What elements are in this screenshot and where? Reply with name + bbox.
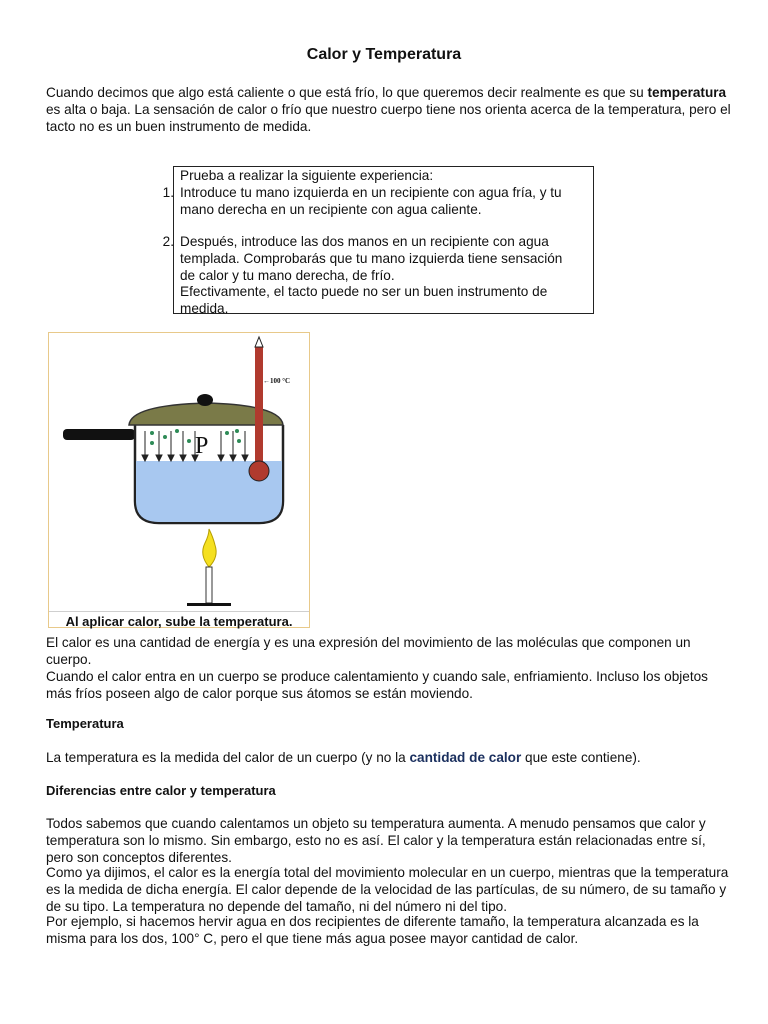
item-number: 2.	[162, 234, 174, 249]
diferencias-paragraph-1: Todos sabemos que cuando calentamos un objeto su temperatura aumenta. A menudo pensamos que calor y temperatura son lo mismo. Sin embargo, esto no es así. El calor y la temperatura están relacionadas entre sí, pero son conceptos diferentes.	[46, 816, 706, 865]
diferencias-paragraph-2: Como ya dijimos, el calor es la energía total del movimiento molecular en un cuerpo, mientras que la temperatura es la medida de dicha energía. El calor depende de la velocidad de las partículas, de su número, de su tamaño y de su tipo. La temperatura no depende del tamaño, ni del número ni del tipo.	[46, 865, 729, 914]
thermometer-tube	[255, 347, 263, 471]
burner-base	[187, 603, 231, 606]
experiment-conclusion: Efectivamente, el tacto puede no ser un buen instrumento de medida.	[180, 284, 548, 316]
item-number: 1.	[162, 185, 174, 200]
temperatura-text-1: La temperatura es la medida del calor de un cuerpo (y no la	[46, 750, 410, 765]
pot-illustration	[49, 333, 309, 611]
temperatura-paragraph	[46, 749, 736, 766]
calor-paragraph-1: El calor es una cantidad de energía y es una expresión del movimiento de las moléculas que componen un cuerpo.	[46, 635, 691, 667]
page-title: Calor y Temperatura	[306, 46, 462, 63]
thermometer-bulb	[249, 461, 269, 481]
lid-knob	[197, 394, 213, 406]
cantidad-de-calor-link[interactable]: cantidad de calor	[409, 750, 522, 765]
experiment-item-2	[162, 233, 575, 284]
pressure-label: P	[195, 433, 209, 459]
figure-caption: Al aplicar calor, sube la temperatura.	[49, 611, 309, 629]
thermometer-label: ←100 °C	[263, 377, 291, 385]
temperatura-heading: Temperatura	[46, 716, 124, 731]
calor-paragraph-2: Cuando el calor entra en un cuerpo se produce calentamiento y cuando sale, enfriamiento. Incluso los objetos más fríos poseen algo de calor porque sus átomos se están moviendo.	[46, 669, 708, 701]
thermometer-tip	[255, 337, 263, 347]
temperatura-text-2: que este contiene).	[521, 750, 641, 765]
experiment-item-1	[162, 184, 575, 218]
diferencias-paragraph-3: Por ejemplo, si hacemos hervir agua en dos recipientes de diferente tamaño, la temperatura alcanzada es la misma para los dos, 100° C, pero el que tiene más agua posee mayor cantidad de calor.	[46, 914, 699, 946]
intro-text-1: Cuando decimos que algo está caliente o que está frío, lo que queremos decir realmente es que su	[46, 85, 648, 100]
experiment-heading: Prueba a realizar la siguiente experiencia:	[180, 168, 434, 183]
intro-text-2: es alta o baja. La sensación de calor o frío que nuestro cuerpo tiene nos orienta acerca de la temperatura, pero el tacto no es un buen instrumento de medida.	[46, 102, 731, 134]
experiment-box	[162, 166, 594, 316]
intro-paragraph	[46, 84, 736, 135]
intro-bold-term: temperatura	[647, 85, 727, 100]
pot-handle	[63, 429, 135, 440]
flame-icon	[203, 529, 216, 567]
diferencias-heading: Diferencias entre calor y temperatura	[46, 783, 276, 798]
item-text: Introduce tu mano izquierda en un recipiente con agua fría, y tu mano derecha en un recipiente con agua caliente.	[180, 185, 562, 217]
burner-stem	[206, 567, 212, 603]
item-text: Después, introduce las dos manos en un recipiente con agua templada. Comprobarás que tu mano izquierda tiene sensación de calor y tu mano derecha, de frío.	[180, 234, 563, 283]
pot-figure	[48, 332, 310, 628]
